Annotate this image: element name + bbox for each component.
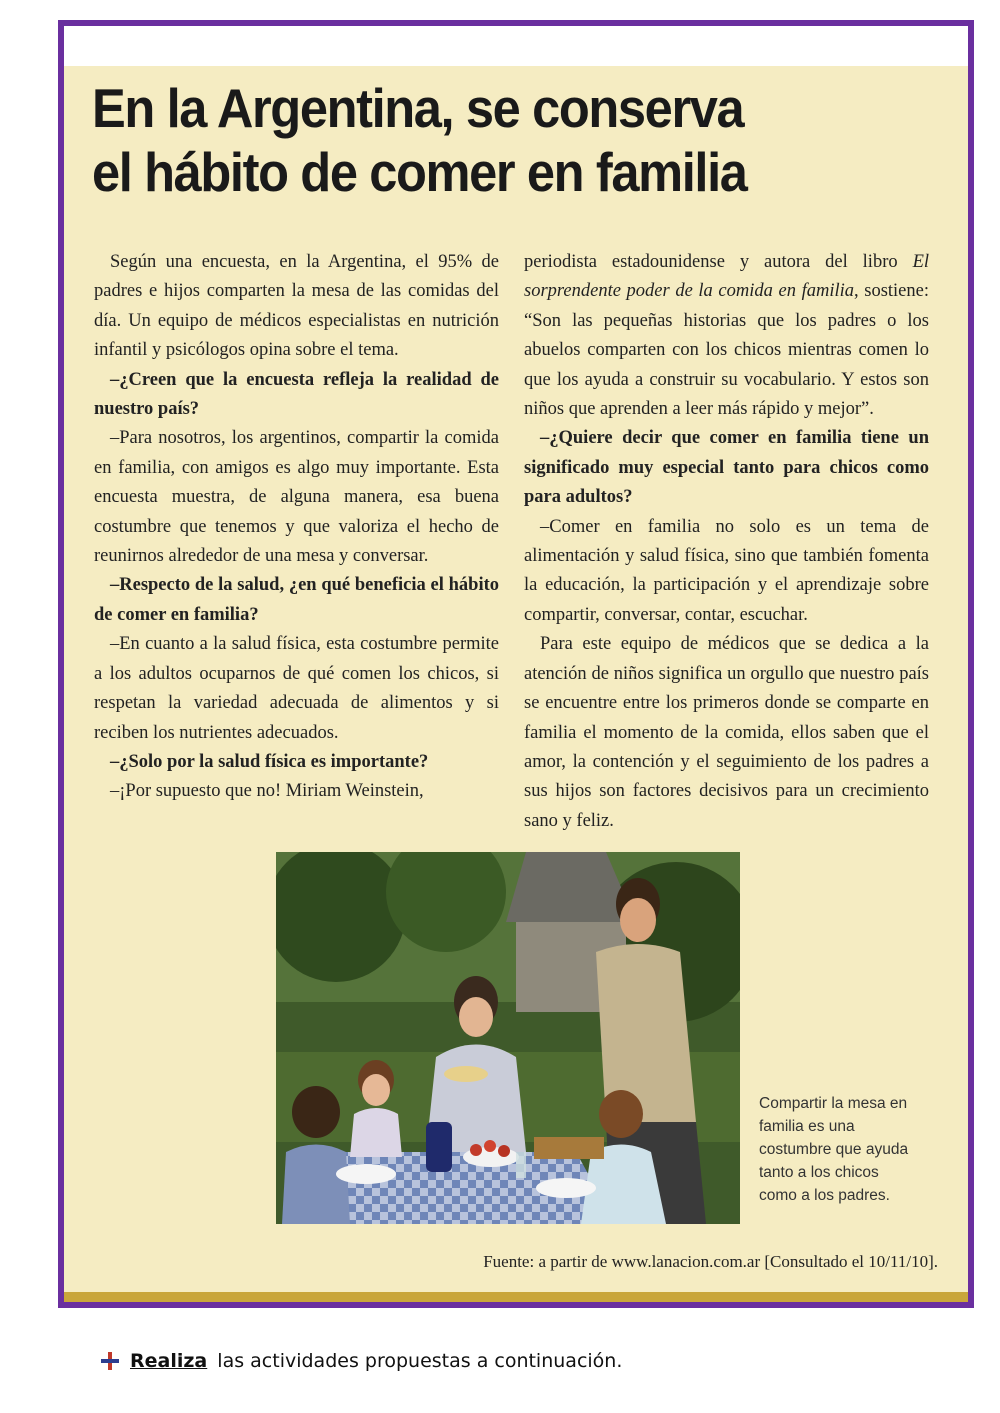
right-paragraph: Para este equipo de médicos que se dedica a la atención de niños significa un orgullo que nuestro país se encuentre entre los primeros donde se comparte en familia el momento de la comida, ellos saben que el amor, la contención y el seguimiento de los padres a sus hijos son factores decisivos para un crecimiento sano y feliz. [524,634,929,831]
article-source: Fuente: a partir de www.lanacion.com.ar [Consultado el 10/11/10]. [483,1252,938,1271]
book-title: El sorprendente poder de la comida en familia [524,252,930,302]
left-paragraph: –¡Por supuesto que no! Miriam Weinstein, [110,781,424,802]
instruction-bottom-underlined: Realiza [130,1350,208,1372]
article-headline [92,76,747,204]
headline-line-1: En la Argentina, se conserva [92,77,744,139]
instruction-bottom [100,1350,622,1372]
right-paragraph: –Comer en familia no solo es un tema de alimentación y salud física, sino que también fomenta la educación, la participación y el aprendizaje sobre compartir, conversar, contar, escuchar. [524,516,929,625]
right-intro-end: , sostiene: “Son las pequeñas historias que los padres o los abuelos comparten con los chicos mientras comen lo que los ayuda a construir su vocabulario. Y estos son niños que aprenden a leer más rápido y mejor”. [524,281,929,420]
left-question: –¿Creen que la encuesta refleja la realidad de nuestro país? [94,369,499,420]
left-question: –¿Solo por la salud física es importante? [110,751,429,772]
photo-caption: Compartir la mesa en familia es una costumbre que ayuda tanto a los chicos como a los padres. [759,1095,909,1204]
family-dinner-photo [276,852,740,1224]
article-column-right [524,248,929,836]
right-intro-paragraph [524,248,929,424]
right-question: –¿Quiere decir que comer en familia tiene un significado muy especial tanto para chicos como para adultos? [524,428,929,508]
article-column-left [94,248,499,807]
instruction-bottom-rest: las actividades propuestas a continuación. [217,1350,623,1372]
family-dinner-photo-illustration [276,852,740,1224]
left-paragraph: Según una encuesta, en la Argentina, el 95% de padres e hijos comparten la mesa de las comidas del día. Un equipo de médicos especialistas en nutrición infantil y psicólogos opina sobre el tema. [94,252,499,361]
instruction-bottom-text [130,1350,622,1372]
right-intro-text: periodista estadounidense y autora del libro [524,252,898,272]
headline-line-2: el hábito de comer en familia [92,141,747,203]
bottom-color-band [64,1292,968,1302]
plus-bullet-icon [100,1351,120,1371]
frame-top-strip [64,26,968,66]
article-frame [58,20,974,1308]
left-paragraph: –Para nosotros, los argentinos, compartir la comida en familia, con amigos es algo muy importante. Esta encuesta muestra, de alguna manera, esa buena costumbre que tenemos y que valoriza el hecho de reunirnos alrededor de una mesa y conversar. [94,428,499,567]
left-question: –Respecto de la salud, ¿en qué beneficia el hábito de comer en familia? [94,575,499,625]
left-paragraph: –En cuanto a la salud física, esta costumbre permite a los adultos ocuparnos de qué comen los chicos, si respetan la variedad adecuada de alimentos y si reciben los nutrientes adecuados. [94,634,499,743]
